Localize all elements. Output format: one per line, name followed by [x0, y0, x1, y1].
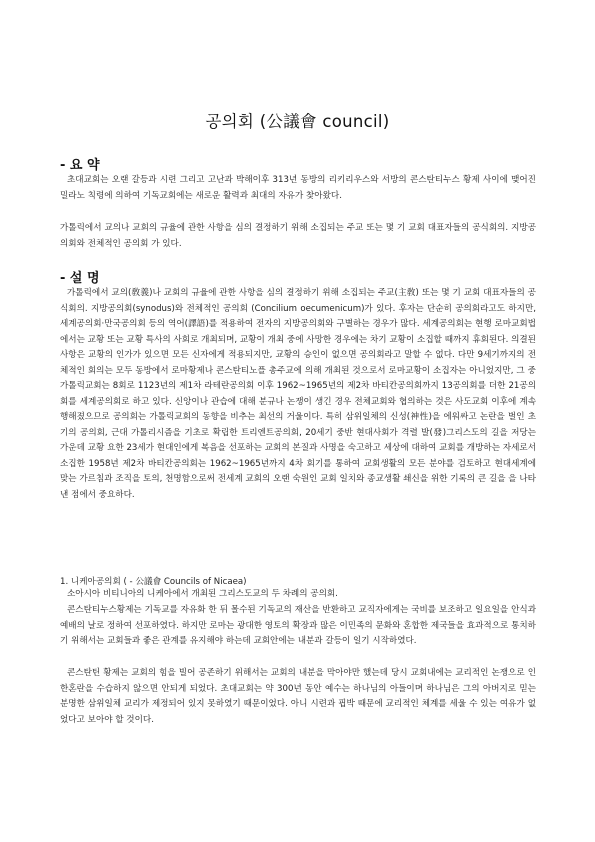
summary-paragraph-1: 초대교회는 오랜 갈등과 시련 그리고 고난과 박해이후 313년 동방의 리키리우스와 서방의 콘스탄티누스 황제 사이에 맺어진 밀라노 칙령에 의하여 기독교회에는 새로운 활력과 최대의 자유가 찾아왔다. — [60, 175, 536, 201]
summary-heading: - 요 약 — [60, 158, 100, 173]
nicaea-subheading: 1. 니케아공의회 ( - 公議會 Councils of Nicaea) — [60, 577, 247, 587]
document-title: 공의회 (公議會 council) — [205, 112, 390, 131]
summary-paragraph-2: 가톨릭에서 교의나 교회의 규율에 관한 사항을 심의 결정하기 위해 소집되는 주교 또는 몇 기 교회 대표자들의 공식회의. 지방공의회와 전체적인 공의회 가 있다. — [60, 223, 536, 249]
explanation-paragraph-2: 소아시아 비티니아의 니케아에서 개최된 그리스도교의 두 차례의 공의회. — [67, 589, 338, 599]
explanation-paragraph-1: 가톨릭에서 교의(敎義)나 교회의 규율에 관한 사항을 심의 결정하기 위해 소집되는 주교(主敎) 또는 몇 기 교회 대표자들의 공식회의. 지방공의회(synodus)와 전체적인 공의회 (Concilium oecumenicum)가 있다. 후자는 단순히 공의회라고도 하지만, 세계공의회·만국공의회 등의 역어(譯語)를 적용하여 전자의 지방공의회와 구별하는 경우가 많다. 세계공의회는 현행 로마교회법에서는 교황 또는 교황 특사의 사회로 개최되며, 교황이 개최 중에 사망한 경우에는 차기 교황이 소집할 때까지 휴회된다. 의결된 사항은 교황의 인가가 있으면 모든 신자에게 적용되지만, 교황의 승인이 없으면 공의회라고 말할 수 없다. 다만 9세기까지의 전체적인 회의는 모두 동방에서 로마황제나 콘스탄티노플 총주교에 의해 개최된 것으로서 로마교황이 소집자는 아니었지만, 그 중 가톨릭교회는 8회로 1123년의 제1차 라테란공의회 이후 1962~1965년의 제2차 바티칸공의회까지 13공의회를 더한 21공의회를 세계공의회로 하고 있다. 신앙이나 관습에 대해 분규나 논쟁이 생긴 경우 전체교회와 협의하는 것은 사도교회 이후에 계속 행해졌으므로 공의회는 가톨릭교회의 동향을 비추는 최선의 거울이다. 특히 삼위일체의 신성(神性)을 에워싸고 논란을 벌인 초기의 공의회, 근대 가톨리시즘을 기초로 확립한 트리엔트공의회, 20세기 중반 현대사회가 격렬 발(發)그리스도의 길을 저당는 가운데 교황 요한 23세가 현대인에게 복음을 선포하는 교회의 본질과 사명을 숙고하고 세상에 대하여 교회를 개방하는 자세로서 소집한 1958년 제2차 바티칸공의회는 1962~1965년까지 4차 회기를 통하여 교회생활의 모든 분야를 검토하고 현대세계에 맞는 가르침과 조직을 토의, 천명함으로써 전세계 교회의 오랜 숙원인 교회 일치와 종교생활 쇄신을 위한 기록의 큰 길을 을 나타낸 점에서 중요하다. — [60, 288, 536, 500]
explanation-paragraph-3: 콘스탄티누스황제는 기독교를 자유화 한 뒤 몰수된 기독교의 재산을 반환하고 교직자에게는 국비를 보조하고 일요일을 안식과 예배의 날로 정하여 선포하였다. 하지만 로마는 광대한 영토의 확장과 많은 이민족의 문화와 혼합한 제국들을 효과적으로 통치하기 위해서는 교회들과 좋은 관계를 유지해야 하는데 교회안에는 내분과 갈등이 일기 시작하였다. — [60, 605, 536, 646]
explanation-heading: - 설 명 — [60, 271, 100, 286]
explanation-paragraph-4: 콘스탄틴 황제는 교회의 힘을 빌어 공존하기 위해서는 교회의 내분을 막아야만 했는데 당시 교회내에는 교리적인 논쟁으로 인한혼란을 수습하지 않으면 안되게 되었다. 초대교회는 약 300년 동안 예수는 하나님의 아들이며 하나님은 그의 아버지로 믿는 분명한 삼위일체 교리가 제정되어 있지 못하였기 때문이었다. 아니 시련과 핍박 때문에 교리적인 체계를 세울 수 있는 여유가 없었다고 보아야 할 것이다. — [60, 668, 536, 725]
